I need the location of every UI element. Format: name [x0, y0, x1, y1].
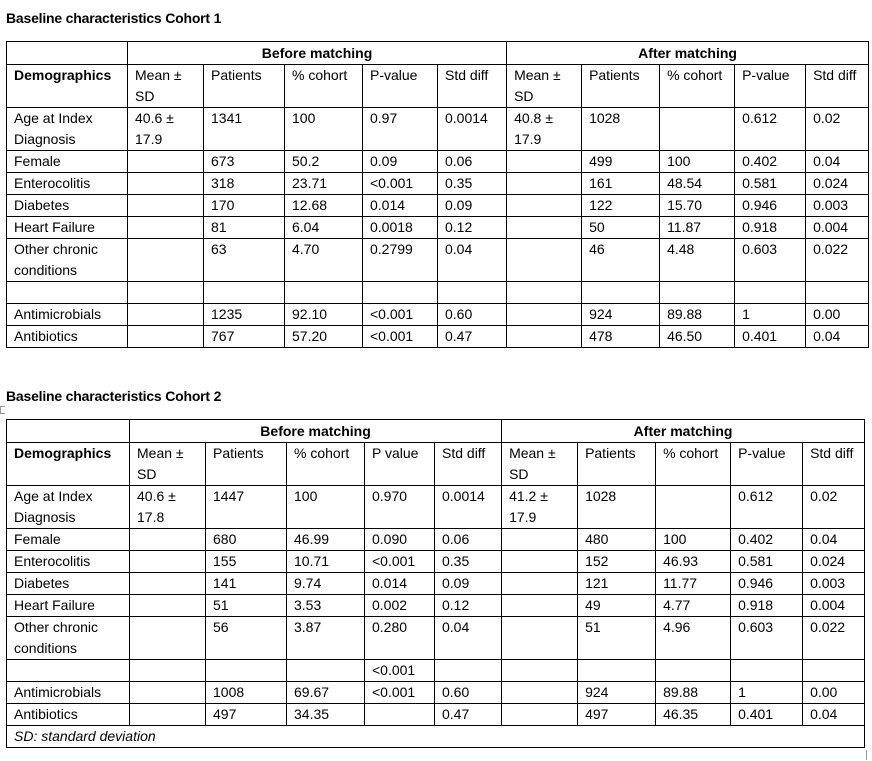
after-pvalue: 0.581 — [731, 551, 803, 573]
after-std-diff: 0.04 — [806, 151, 869, 173]
group-header-spacer — [7, 420, 130, 443]
after-pct: 46.50 — [660, 326, 735, 348]
before-patients: 673 — [204, 151, 285, 173]
before-pct: 57.20 — [285, 326, 363, 348]
footnote: SD: standard deviation — [7, 726, 865, 748]
before-std-diff: 0.09 — [438, 195, 507, 217]
table-row — [7, 151, 869, 173]
row-label: Enterocolitis — [7, 173, 128, 195]
after-mean-sd — [507, 195, 582, 217]
before-patients: 680 — [206, 529, 287, 551]
before-std-diff: 0.35 — [438, 173, 507, 195]
before-pvalue: 0.97 — [363, 108, 438, 151]
before-mean-sd — [130, 551, 206, 573]
after-std-diff: 0.02 — [806, 108, 869, 151]
after-std-diff: 0.04 — [803, 529, 865, 551]
col-pct-cohort-after: % cohort — [660, 65, 735, 108]
after-mean-sd — [507, 326, 582, 348]
after-mean-sd: 40.8 ± 17.9 — [507, 108, 582, 151]
table-row — [7, 595, 865, 617]
before-pvalue: <0.001 — [363, 173, 438, 195]
after-patients: 51 — [578, 617, 656, 660]
after-pvalue: 0.603 — [731, 617, 803, 660]
before-std-diff: 0.04 — [438, 239, 507, 282]
after-pvalue: 1 — [731, 682, 803, 704]
col-patients-after: Patients — [578, 443, 656, 486]
after-pct: 89.88 — [656, 682, 731, 704]
cohort1-title: Baseline characteristics Cohort 1 — [6, 10, 222, 26]
before-std-diff: 0.60 — [435, 682, 502, 704]
col-std-diff: Std diff — [435, 443, 502, 486]
before-pct — [285, 282, 363, 304]
group-header-spacer — [7, 42, 128, 65]
after-pct — [660, 282, 735, 304]
before-pvalue: 0.2799 — [363, 239, 438, 282]
after-patients: 480 — [578, 529, 656, 551]
table-row — [7, 486, 865, 529]
before-pvalue: 0.014 — [363, 195, 438, 217]
before-matching-header: Before matching — [128, 42, 507, 65]
col-std-diff: Std diff — [438, 65, 507, 108]
row-label — [7, 660, 130, 682]
after-pvalue: 0.612 — [731, 486, 803, 529]
before-pct: 100 — [287, 486, 365, 529]
before-patients: 497 — [206, 704, 287, 726]
page-edge-marker — [866, 750, 867, 760]
after-pct: 4.96 — [656, 617, 731, 660]
before-pvalue: <0.001 — [365, 551, 435, 573]
after-pct: 46.93 — [656, 551, 731, 573]
row-label — [7, 282, 128, 304]
col-pct-cohort-after: % cohort — [656, 443, 731, 486]
before-mean-sd — [130, 529, 206, 551]
after-patients: 50 — [582, 217, 660, 239]
after-std-diff: 0.00 — [803, 682, 865, 704]
col-mean-sd: Mean ± SD — [130, 443, 206, 486]
before-patients: 56 — [206, 617, 287, 660]
before-std-diff: 0.47 — [435, 704, 502, 726]
col-patients: Patients — [206, 443, 287, 486]
before-pvalue: 0.090 — [365, 529, 435, 551]
after-pct: 11.77 — [656, 573, 731, 595]
before-pct: 4.70 — [285, 239, 363, 282]
before-patients: 63 — [204, 239, 285, 282]
before-mean-sd — [128, 282, 204, 304]
before-pvalue: <0.001 — [363, 304, 438, 326]
after-patients: 1028 — [582, 108, 660, 151]
group-header-row — [7, 42, 869, 65]
before-mean-sd — [128, 195, 204, 217]
after-mean-sd — [507, 304, 582, 326]
after-matching-header: After matching — [507, 42, 869, 65]
before-std-diff: 0.0014 — [435, 486, 502, 529]
after-patients: 924 — [582, 304, 660, 326]
table-row — [7, 173, 869, 195]
before-mean-sd: 40.6 ± 17.8 — [130, 486, 206, 529]
before-patients: 170 — [204, 195, 285, 217]
after-pct: 4.48 — [660, 239, 735, 282]
before-patients: 141 — [206, 573, 287, 595]
before-pvalue: <0.001 — [363, 326, 438, 348]
table-row — [7, 529, 865, 551]
row-label: Age at Index Diagnosis — [7, 486, 130, 529]
before-pct: 50.2 — [285, 151, 363, 173]
after-mean-sd — [502, 682, 578, 704]
after-std-diff: 0.022 — [803, 617, 865, 660]
table-move-handle-icon — [0, 406, 5, 414]
after-std-diff: 0.024 — [803, 551, 865, 573]
row-label: Antimicrobials — [7, 682, 130, 704]
before-pct: 6.04 — [285, 217, 363, 239]
table-row — [7, 108, 869, 151]
after-std-diff: 0.003 — [806, 195, 869, 217]
after-pvalue: 0.401 — [731, 704, 803, 726]
after-mean-sd — [507, 173, 582, 195]
col-std-diff-after: Std diff — [803, 443, 865, 486]
after-std-diff: 0.00 — [806, 304, 869, 326]
after-pvalue: 0.946 — [735, 195, 806, 217]
after-patients: 49 — [578, 595, 656, 617]
before-pvalue: 0.09 — [363, 151, 438, 173]
col-pvalue: P-value — [363, 65, 438, 108]
after-mean-sd — [502, 660, 578, 682]
before-mean-sd — [128, 173, 204, 195]
before-pct: 9.74 — [287, 573, 365, 595]
after-patients: 152 — [578, 551, 656, 573]
footnote-row — [7, 726, 865, 748]
table-row — [7, 217, 869, 239]
after-patients: 924 — [578, 682, 656, 704]
table-row — [7, 239, 869, 282]
after-std-diff — [806, 282, 869, 304]
after-std-diff — [803, 660, 865, 682]
col-demographics: Demographics — [7, 443, 130, 486]
col-pct-cohort: % cohort — [287, 443, 365, 486]
before-std-diff: 0.12 — [438, 217, 507, 239]
after-mean-sd — [502, 573, 578, 595]
before-patients: 81 — [204, 217, 285, 239]
before-pvalue: 0.014 — [365, 573, 435, 595]
table-row — [7, 304, 869, 326]
after-mean-sd: 41.2 ± 17.9 — [502, 486, 578, 529]
before-patients: 1447 — [206, 486, 287, 529]
after-mean-sd — [507, 151, 582, 173]
after-pct — [656, 660, 731, 682]
row-label: Heart Failure — [7, 595, 130, 617]
before-mean-sd — [128, 217, 204, 239]
column-header-row — [7, 443, 865, 486]
after-std-diff: 0.02 — [803, 486, 865, 529]
after-pvalue: 1 — [735, 304, 806, 326]
before-std-diff: 0.0014 — [438, 108, 507, 151]
after-pvalue: 0.946 — [731, 573, 803, 595]
before-pct: 34.35 — [287, 704, 365, 726]
before-mean-sd — [128, 239, 204, 282]
after-std-diff: 0.004 — [806, 217, 869, 239]
after-pct: 100 — [660, 151, 735, 173]
row-label: Age at Index Diagnosis — [7, 108, 128, 151]
after-pvalue: 0.402 — [735, 151, 806, 173]
after-patients: 46 — [582, 239, 660, 282]
before-patients: 1235 — [204, 304, 285, 326]
after-pvalue: 0.918 — [735, 217, 806, 239]
before-std-diff: 0.06 — [435, 529, 502, 551]
before-mean-sd — [130, 573, 206, 595]
before-patients: 767 — [204, 326, 285, 348]
row-label: Other chronic conditions — [7, 239, 128, 282]
before-pct — [287, 660, 365, 682]
before-mean-sd — [130, 617, 206, 660]
col-pvalue-after: P-value — [735, 65, 806, 108]
table-row — [7, 573, 865, 595]
before-pvalue: <0.001 — [365, 682, 435, 704]
after-patients: 478 — [582, 326, 660, 348]
row-label: Antibiotics — [7, 704, 130, 726]
after-pct — [660, 108, 735, 151]
before-matching-header: Before matching — [130, 420, 502, 443]
before-mean-sd — [130, 704, 206, 726]
col-demographics: Demographics — [7, 65, 128, 108]
before-pvalue: 0.0018 — [363, 217, 438, 239]
before-patients — [204, 282, 285, 304]
before-std-diff: 0.35 — [435, 551, 502, 573]
col-mean-sd-after: Mean ± SD — [502, 443, 578, 486]
after-patients: 122 — [582, 195, 660, 217]
before-mean-sd — [128, 151, 204, 173]
table-row — [7, 551, 865, 573]
table-row — [7, 660, 865, 682]
after-mean-sd — [502, 617, 578, 660]
before-std-diff: 0.09 — [435, 573, 502, 595]
after-mean-sd — [507, 282, 582, 304]
after-mean-sd — [502, 704, 578, 726]
after-pct: 11.87 — [660, 217, 735, 239]
after-patients — [578, 660, 656, 682]
col-mean-sd: Mean ± SD — [128, 65, 204, 108]
table-row — [7, 682, 865, 704]
table-row — [7, 617, 865, 660]
cohort2-table-body — [7, 420, 865, 748]
table-row — [7, 195, 869, 217]
after-patients: 161 — [582, 173, 660, 195]
after-pvalue — [735, 282, 806, 304]
before-mean-sd — [128, 304, 204, 326]
before-pvalue — [365, 704, 435, 726]
before-pct: 23.71 — [285, 173, 363, 195]
column-header-row — [7, 65, 869, 108]
table-row — [7, 326, 869, 348]
after-std-diff: 0.022 — [806, 239, 869, 282]
col-patients-after: Patients — [582, 65, 660, 108]
before-pvalue — [363, 282, 438, 304]
before-pct: 92.10 — [285, 304, 363, 326]
row-label: Diabetes — [7, 573, 130, 595]
before-pct: 46.99 — [287, 529, 365, 551]
before-patients — [206, 660, 287, 682]
after-std-diff: 0.04 — [803, 704, 865, 726]
after-patients — [582, 282, 660, 304]
cohort2-table — [6, 419, 865, 748]
before-mean-sd: 40.6 ± 17.9 — [128, 108, 204, 151]
row-label: Antimicrobials — [7, 304, 128, 326]
after-mean-sd — [502, 529, 578, 551]
before-std-diff: 0.04 — [435, 617, 502, 660]
before-mean-sd — [130, 660, 206, 682]
after-matching-header: After matching — [502, 420, 865, 443]
after-std-diff: 0.04 — [806, 326, 869, 348]
before-patients: 318 — [204, 173, 285, 195]
after-pct — [656, 486, 731, 529]
after-mean-sd — [507, 217, 582, 239]
row-label: Heart Failure — [7, 217, 128, 239]
before-patients: 51 — [206, 595, 287, 617]
row-label: Other chronic conditions — [7, 617, 130, 660]
after-pct: 89.88 — [660, 304, 735, 326]
after-patients: 497 — [578, 704, 656, 726]
row-label: Female — [7, 151, 128, 173]
col-pvalue: P value — [365, 443, 435, 486]
row-label: Enterocolitis — [7, 551, 130, 573]
cohort1-table-body — [7, 42, 869, 348]
after-pvalue: 0.612 — [735, 108, 806, 151]
after-pct: 48.54 — [660, 173, 735, 195]
before-std-diff: 0.47 — [438, 326, 507, 348]
before-std-diff: 0.12 — [435, 595, 502, 617]
after-pvalue: 0.402 — [731, 529, 803, 551]
before-std-diff: 0.60 — [438, 304, 507, 326]
before-patients: 1341 — [204, 108, 285, 151]
after-pvalue: 0.401 — [735, 326, 806, 348]
cohort1-table — [6, 41, 869, 348]
col-patients: Patients — [204, 65, 285, 108]
after-pct: 100 — [656, 529, 731, 551]
before-mean-sd — [130, 682, 206, 704]
after-patients: 1028 — [578, 486, 656, 529]
before-pct: 100 — [285, 108, 363, 151]
before-pct: 10.71 — [287, 551, 365, 573]
col-pvalue-after: P-value — [731, 443, 803, 486]
before-pct: 3.53 — [287, 595, 365, 617]
before-std-diff: 0.06 — [438, 151, 507, 173]
col-pct-cohort: % cohort — [285, 65, 363, 108]
after-pct: 4.77 — [656, 595, 731, 617]
after-patients: 499 — [582, 151, 660, 173]
table-row — [7, 282, 869, 304]
before-pct: 69.67 — [287, 682, 365, 704]
cohort2-title: Baseline characteristics Cohort 2 — [6, 388, 222, 404]
after-pct: 46.35 — [656, 704, 731, 726]
after-pvalue: 0.918 — [731, 595, 803, 617]
after-pvalue — [731, 660, 803, 682]
after-std-diff: 0.024 — [806, 173, 869, 195]
row-label: Diabetes — [7, 195, 128, 217]
before-mean-sd — [128, 326, 204, 348]
col-mean-sd-after: Mean ± SD — [507, 65, 582, 108]
after-patients: 121 — [578, 573, 656, 595]
after-pvalue: 0.581 — [735, 173, 806, 195]
group-header-row — [7, 420, 865, 443]
before-patients: 1008 — [206, 682, 287, 704]
col-std-diff-after: Std diff — [806, 65, 869, 108]
after-std-diff: 0.003 — [803, 573, 865, 595]
after-mean-sd — [502, 595, 578, 617]
after-mean-sd — [507, 239, 582, 282]
row-label: Antibiotics — [7, 326, 128, 348]
after-pvalue: 0.603 — [735, 239, 806, 282]
after-pct: 15.70 — [660, 195, 735, 217]
before-pct: 3.87 — [287, 617, 365, 660]
before-mean-sd — [130, 595, 206, 617]
before-pvalue: <0.001 — [365, 660, 435, 682]
before-pct: 12.68 — [285, 195, 363, 217]
table-row — [7, 704, 865, 726]
before-std-diff — [435, 660, 502, 682]
before-pvalue: 0.280 — [365, 617, 435, 660]
before-patients: 155 — [206, 551, 287, 573]
before-pvalue: 0.970 — [365, 486, 435, 529]
after-std-diff: 0.004 — [803, 595, 865, 617]
before-pvalue: 0.002 — [365, 595, 435, 617]
after-mean-sd — [502, 551, 578, 573]
before-std-diff — [438, 282, 507, 304]
row-label: Female — [7, 529, 130, 551]
